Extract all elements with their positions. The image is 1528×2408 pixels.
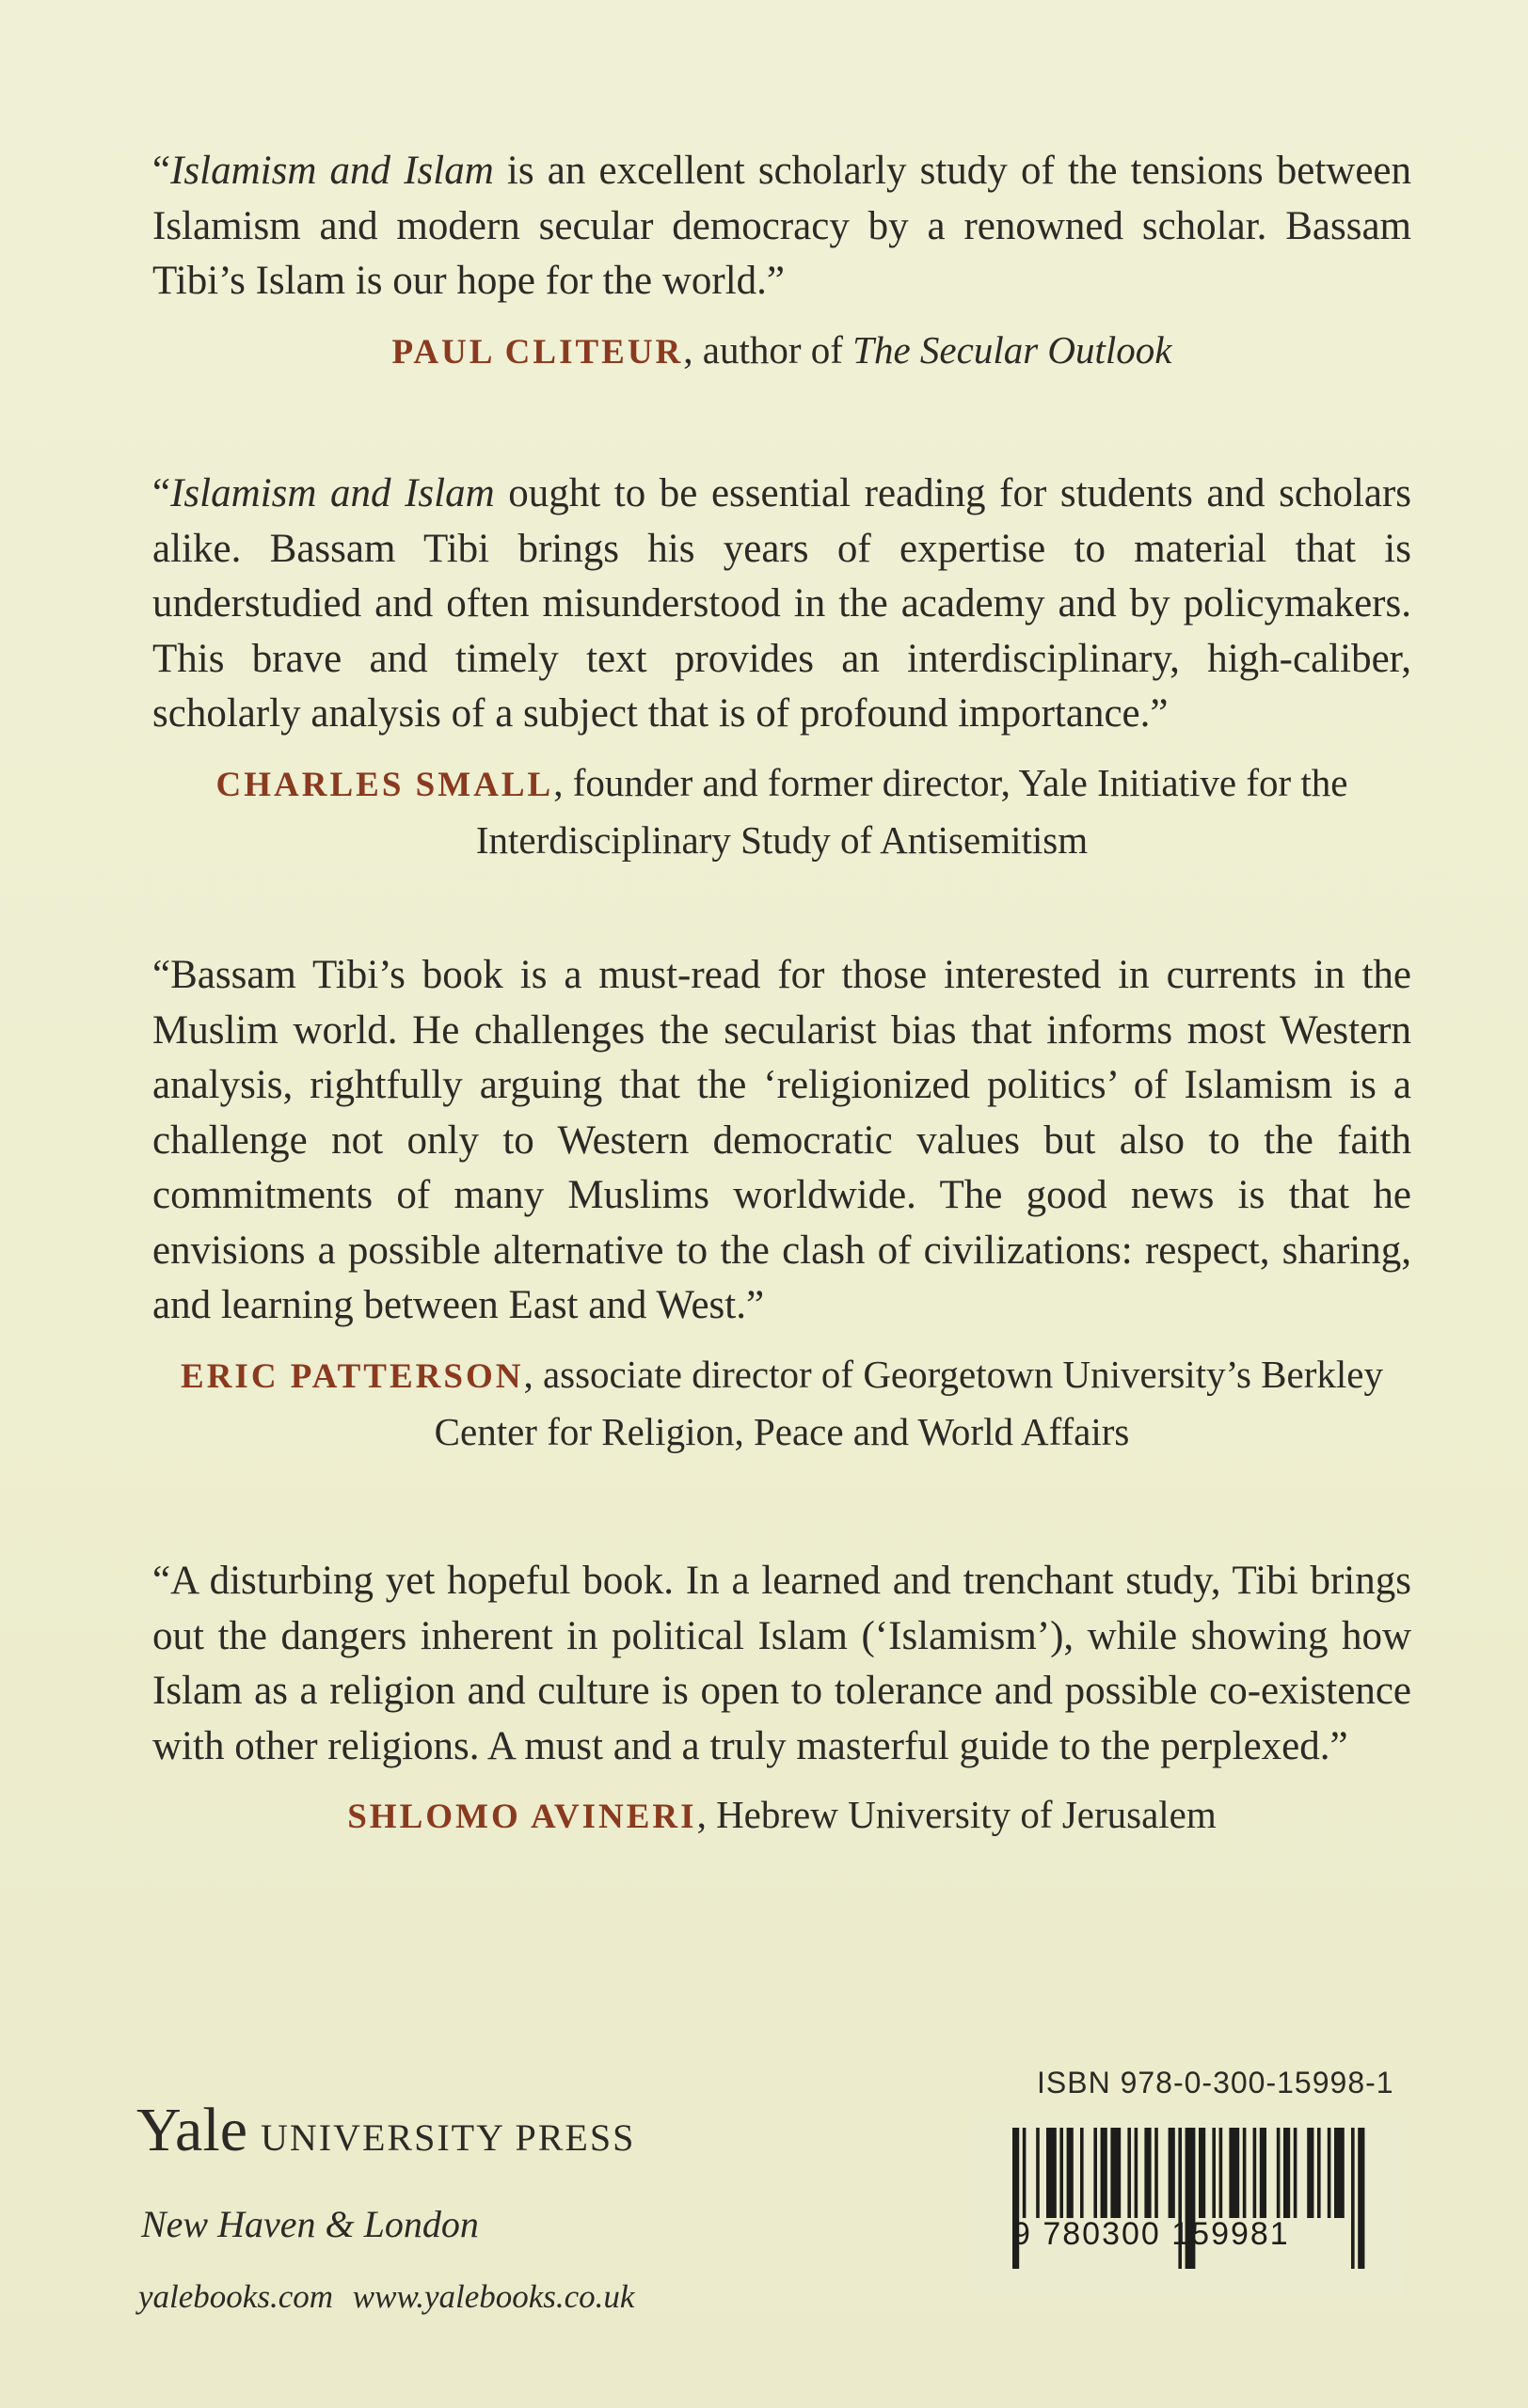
blurb-avineri xyxy=(152,1554,1411,1845)
barcode-bar xyxy=(1101,2128,1107,2218)
publisher-logo: Yale UNIVERSITY PRESS xyxy=(136,2096,636,2164)
barcode-bar xyxy=(1199,2128,1205,2218)
barcode-bar xyxy=(1110,2128,1121,2218)
barcode-bar xyxy=(1253,2128,1257,2218)
author-name: SHLOMO AVINERI xyxy=(347,1798,697,1836)
barcode-bar xyxy=(1229,2128,1239,2218)
book-title: Islamism and Islam xyxy=(170,471,495,515)
barcode-digits: 9 780300 159981 xyxy=(1012,2216,1290,2252)
barcode-bar xyxy=(1036,2128,1040,2218)
barcode-bar xyxy=(1243,2128,1247,2218)
barcode-bar xyxy=(1023,2128,1027,2218)
barcode-bar xyxy=(1093,2128,1097,2218)
barcode-bar xyxy=(1328,2128,1331,2218)
author-name: PAUL CLITEUR xyxy=(391,332,684,372)
barcode-bar xyxy=(1219,2128,1223,2218)
barcode-bar xyxy=(1334,2128,1345,2218)
blurb-quote: “Islamism and Islam ought to be essential reading for students and scholars alike. Bassam Tibi brings his years of expertise to material that is understudied and often misunderstood in the academy and by policymakers. This brave and timely text provides an interdisciplinary, high-caliber, scholarly analysis of a subject that is of profound importance.” xyxy=(152,471,1411,736)
book-title: Islamism and Islam xyxy=(170,149,494,193)
barcode-bar xyxy=(1351,2128,1355,2269)
barcode-bar xyxy=(1212,2128,1216,2218)
cited-book-title: The Secular Outlook xyxy=(852,327,1172,372)
barcode-bar xyxy=(1127,2128,1131,2218)
barcode-bar xyxy=(1317,2128,1321,2218)
author-name: ERIC PATTERSON xyxy=(181,1356,524,1396)
barcode-bar xyxy=(1154,2128,1158,2218)
publisher-city: New Haven & London xyxy=(141,2203,479,2245)
blurb-patterson xyxy=(152,948,1411,1459)
isbn-label: ISBN 978-0-300-15998-1 xyxy=(1037,2066,1394,2099)
barcode-bar xyxy=(1067,2128,1074,2218)
blurb-small xyxy=(152,467,1411,867)
blurb-quote: “Bassam Tibi’s book is a must-read for those interested in currents in the Muslim world. He challenges the secularist bias that informs most Western analysis, rightfully arguing that the ‘religionized politics’ of Islamism is a challenge not only to Western democratic values but also to the faith commitments of many Muslims worldwide. The good news is that he envisions a possible alternative to the clash of civilizations: respect, sharing, and learning between East and West.” xyxy=(152,953,1411,1327)
barcode xyxy=(969,2118,1404,2295)
blurb-attribution: ERIC PATTERSON, associate director of Georgetown University’s Berkley Center for Religion, Peace and World Affairs xyxy=(181,1352,1383,1453)
barcode-bars xyxy=(969,2118,1404,2295)
publisher-block xyxy=(136,2093,635,2316)
blurb-quote: “A disturbing yet hopeful book. In a learned and trenchant study, Tibi brings out the dangers inherent in political Islam (‘Islamism’), while showing how Islam as a religion and culture is open to tolerance and possible co-existence with other religions. A must and a truly masterful guide to the perplexed.” xyxy=(152,1559,1411,1768)
barcode-bar xyxy=(1080,2128,1084,2218)
barcode-bar xyxy=(1283,2128,1290,2218)
blurb-quote: “Islamism and Islam is an excellent scholarly study of the tensions between Islamism and modern secular democracy by a renowned scholar. Bassam Tibi’s Islam is our hope for the world.” xyxy=(152,149,1411,303)
barcode-bar xyxy=(1358,2128,1364,2269)
blurb-attribution: SHLOMO AVINERI, Hebrew University of Jerusalem xyxy=(347,1793,1217,1836)
barcode-bar xyxy=(1059,2128,1063,2218)
barcode-bar xyxy=(1046,2128,1057,2218)
blurb-attribution: CHARLES SMALL, founder and former director, Yale Initiative for the Interdisciplinary Study of Antisemitism xyxy=(215,760,1348,862)
barcode-bar xyxy=(1144,2128,1151,2218)
barcode-bar xyxy=(1294,2128,1297,2218)
barcode-bar xyxy=(1277,2128,1281,2218)
barcode-bar xyxy=(1169,2128,1175,2218)
blurb-attribution: PAUL CLITEUR, author of The Secular Outlook xyxy=(391,327,1172,372)
barcode-bar xyxy=(1135,2128,1138,2218)
barcode-bar xyxy=(1260,2128,1266,2218)
barcode-bar xyxy=(1307,2128,1313,2218)
blurb-cliteur xyxy=(152,144,1411,380)
publisher-websites: yalebooks.com www.yalebooks.co.uk xyxy=(138,2278,635,2315)
author-name: CHARLES SMALL xyxy=(215,765,554,804)
